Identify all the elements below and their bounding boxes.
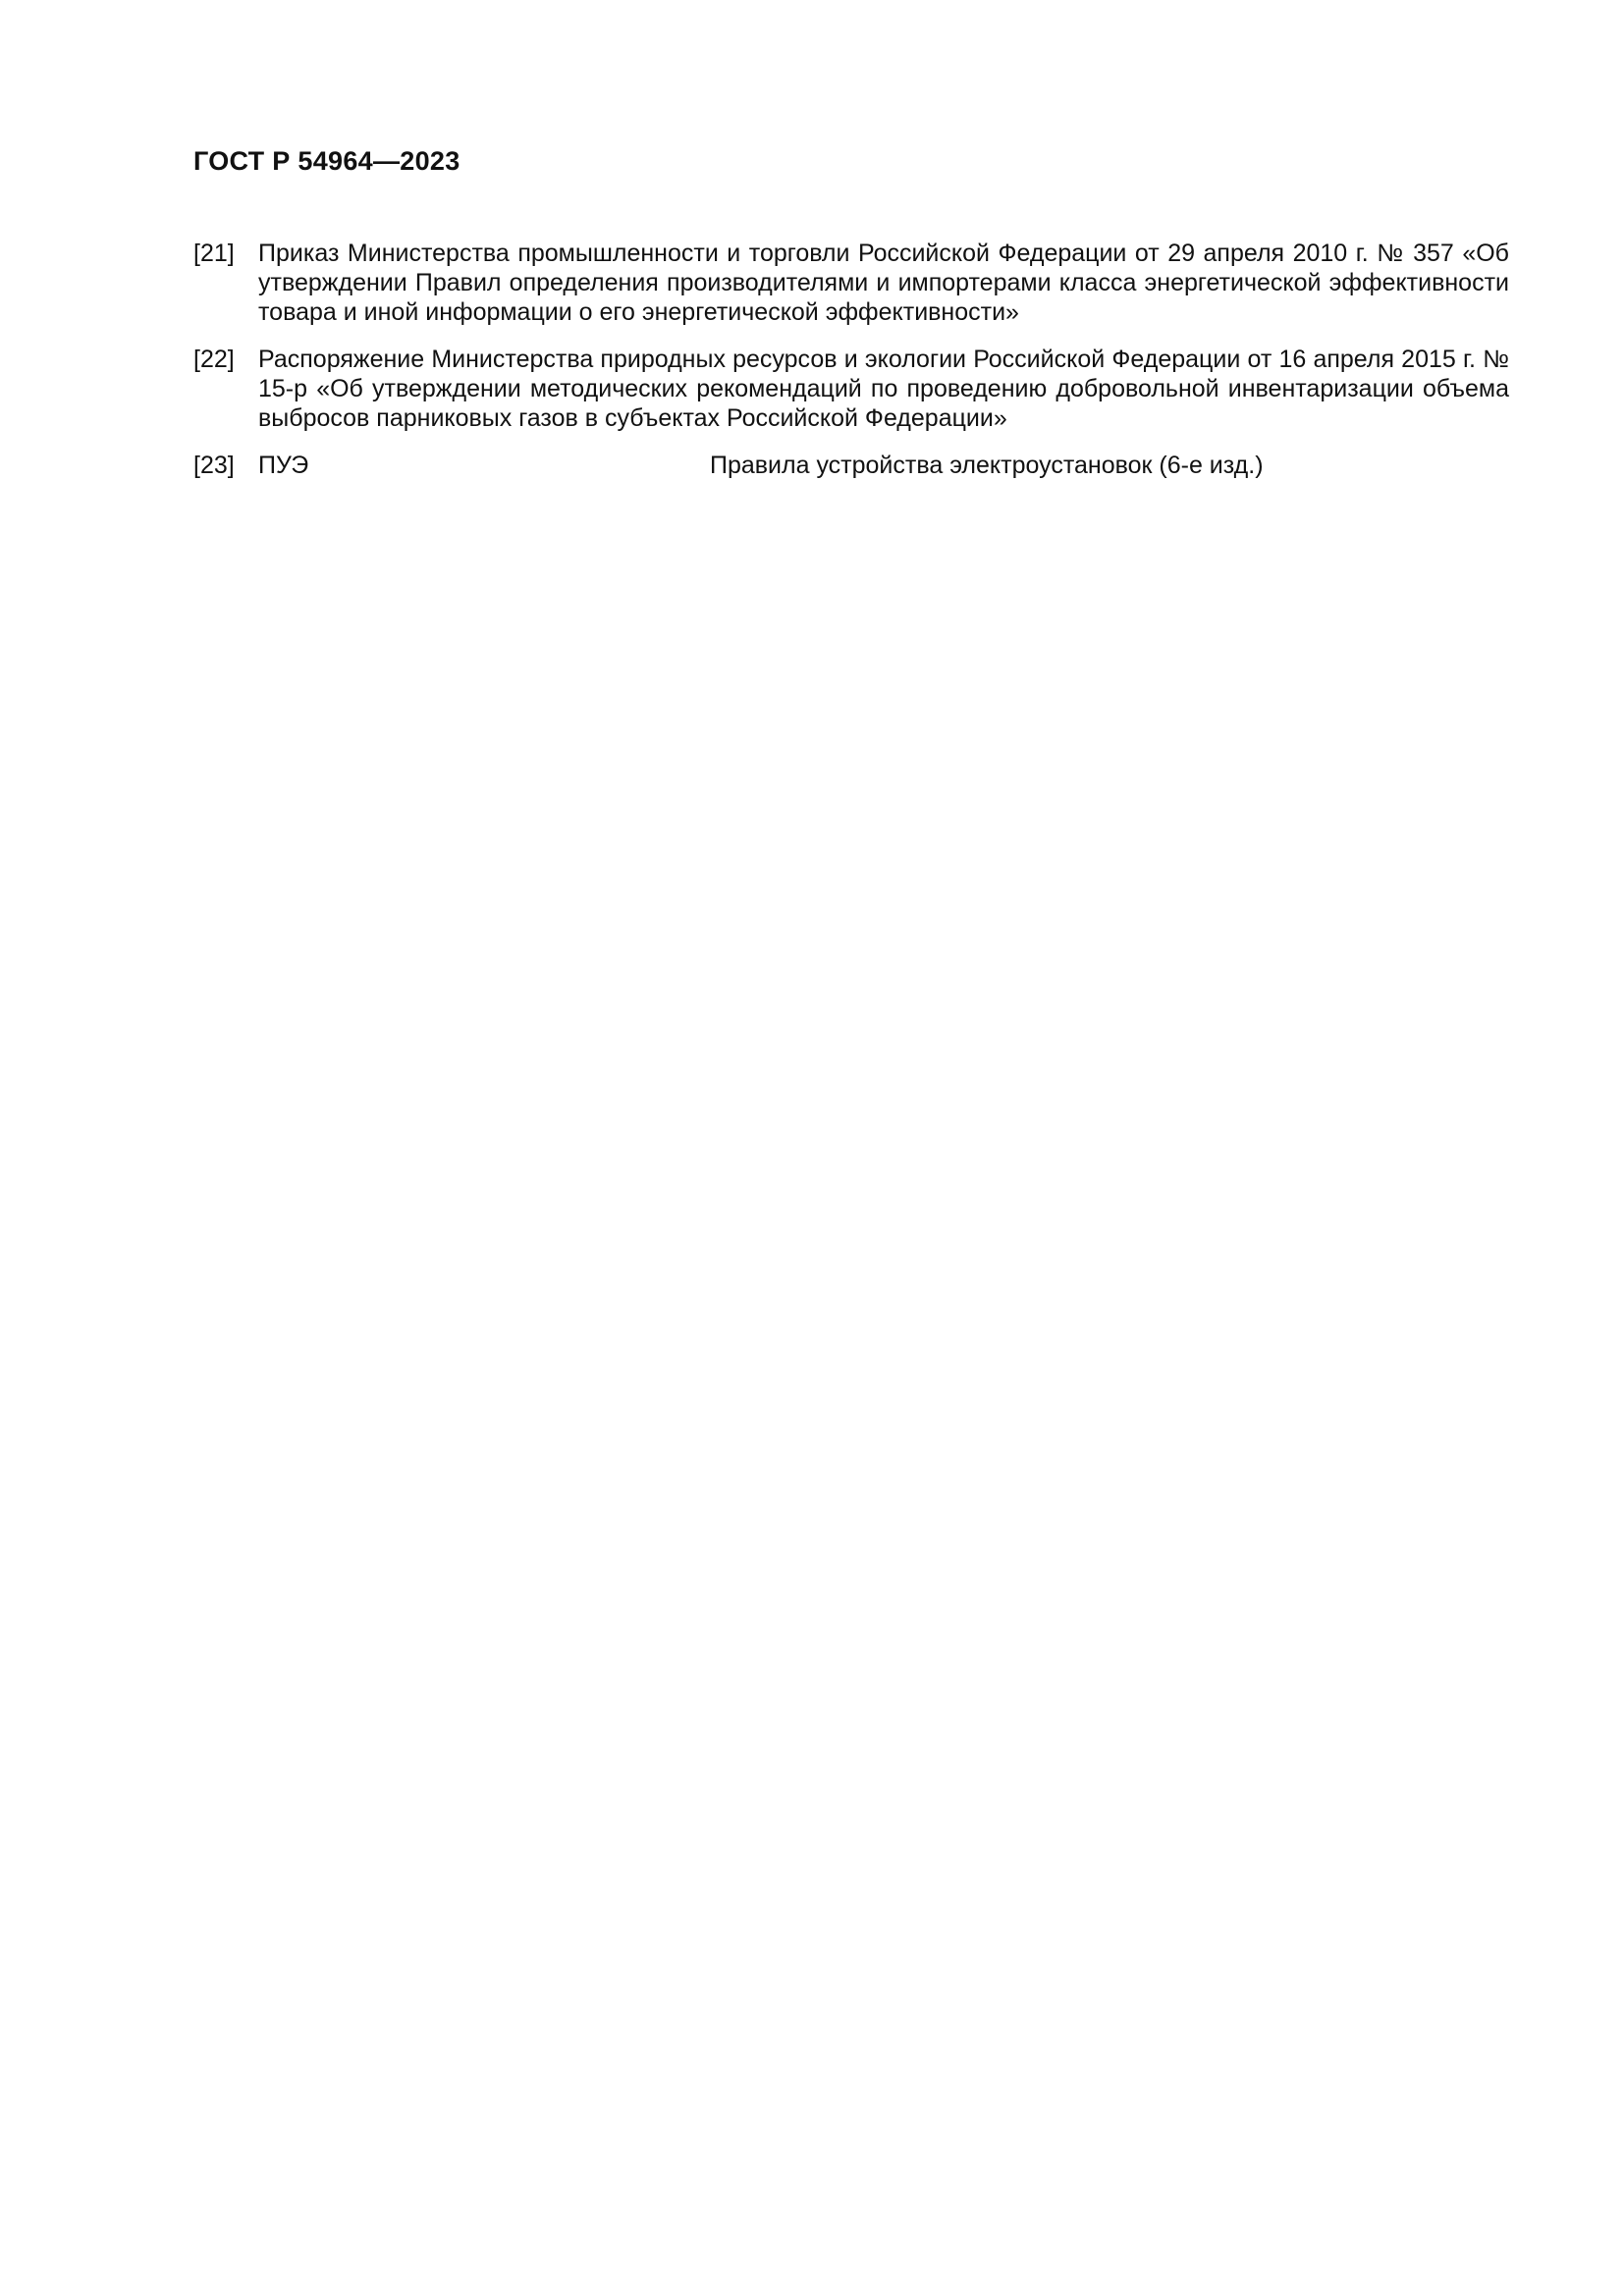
bibliography-list (193, 239, 1509, 498)
reference-abbreviation: ПУЭ (258, 452, 309, 479)
bibliography-entry (193, 345, 1509, 433)
reference-text: Приказ Министерства промышленности и торговли Российской Федерации от 29 апреля 2010 г. № 357 «Об утверждении Правил определения производителями и импортерами класса энергетической эффективности товара и иной информации о его энергетической эффективности» (258, 240, 1509, 326)
bibliography-entry (193, 451, 1509, 480)
reference-text: Распоряжение Министерства природных ресурсов и экологии Российской Федерации от 16 апреля 2015 г. № 15-р «Об утверждении методических рекомендаций по проведению добровольной инвентаризации объема выбросов парниковых газов в субъектах Российской Федерации» (258, 346, 1509, 432)
reference-title: Правила устройства электроустановок (6-е изд.) (710, 452, 1264, 479)
page-header-doc-id: ГОСТ Р 54964—2023 (193, 146, 460, 176)
reference-number: [23] (193, 452, 235, 479)
reference-number: [22] (193, 346, 235, 373)
bibliography-entry (193, 239, 1509, 327)
reference-row (258, 451, 1509, 480)
reference-number: [21] (193, 240, 235, 267)
